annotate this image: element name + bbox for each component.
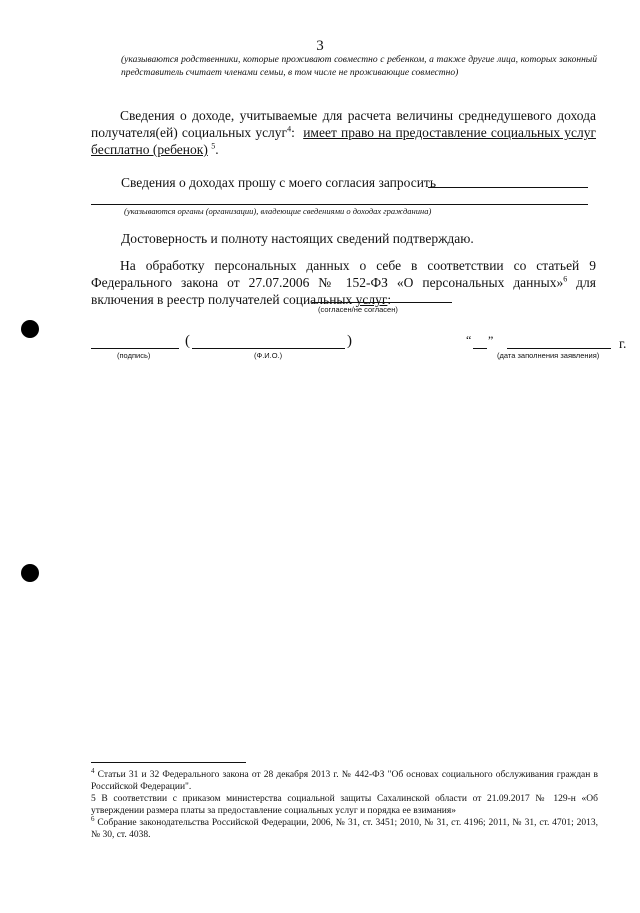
income-text: Сведения о доходе, учитываемые для расчета величины среднедушевого дохода получателя(ей) социальных услуг	[91, 108, 596, 140]
page-number: 3	[316, 38, 324, 54]
year-suffix: г.	[619, 336, 627, 351]
free-services-text: имеет право на предоставление социальных услуг бесплатно (ребенок)	[91, 125, 597, 157]
date-close-quote: ”	[488, 333, 494, 347]
footnote-ref-5: 5	[211, 141, 216, 151]
consent-hint: (согласен/не согласен)	[318, 305, 398, 314]
fio-label: (Ф.И.О.)	[254, 351, 283, 360]
consent-text: На обработку персональных данных о себе в соответствии со статьей 9 Федерального закона от 27.07.2006 № 152-ФЗ «О персональных данных»	[91, 258, 596, 290]
income-colon: :	[291, 125, 295, 140]
consent-paragraph	[91, 257, 596, 308]
consent-field-line[interactable]	[312, 302, 452, 303]
footnote-ref-4: 4	[287, 124, 292, 134]
income-end: .	[215, 142, 219, 157]
footnote-5-text: 5 В соответствии с приказом министерства социальной защиты Сахалинской области от 21.09.2017 № 129-н «Об утверждении размера платы за предоставление социальных услуг и порядка ее взимания»	[91, 794, 598, 816]
services-word: услуг	[355, 292, 388, 307]
footnote-ref-6: 6	[563, 274, 568, 284]
footnote-6	[91, 814, 598, 841]
hole-punch-mark	[21, 320, 39, 338]
day-field[interactable]	[473, 348, 487, 349]
income-request-label: Сведения о доходах прошу с моего согласия запросить	[121, 175, 436, 190]
footnotes	[91, 766, 598, 841]
hole-punch-mark	[21, 564, 39, 582]
income-request-hint: (указываются органы (организации), владеющие сведениями о доходах гражданина)	[124, 206, 432, 216]
income-request-field-line-1[interactable]	[428, 187, 588, 188]
date-label: (дата заполнения заявления)	[497, 351, 600, 360]
signature-label: (подпись)	[117, 351, 151, 360]
footnote-4-text: Статьи 31 и 32 Федерального закона от 28 декабря 2013 г. № 442-ФЗ "Об основах социального обслуживания граждан в Российской Федерации".	[91, 770, 598, 792]
fio-open-paren: (	[185, 333, 190, 349]
footnote-5	[91, 793, 598, 817]
confirmation-text: Достоверность и полноту настоящих сведений подтверждаю.	[121, 231, 474, 246]
consent-colon: :	[387, 292, 392, 307]
relatives-hint: (указываются родственники, которые проживают совместно с ребенком, а также другие лица, которых законный представитель считает членами семьи, в том числе не проживающие совместно)	[121, 55, 597, 78]
signature-field[interactable]	[91, 348, 179, 349]
footnote-6-mark: 6	[91, 814, 95, 823]
fio-close-paren: )	[347, 333, 352, 349]
footnote-6-text: Собрание законодательства Российской Федерации, 2006, № 31, ст. 3451; 2010, № 31, ст. 4196; 2011, № 31, ст. 4701; 2013, № 30, ст. 4038.	[91, 818, 598, 840]
month-year-field[interactable]	[507, 348, 611, 349]
fio-field[interactable]	[192, 348, 345, 349]
consent-text-after: для включения в реестр получателей социальных	[91, 275, 596, 307]
income-request-field-line-2[interactable]	[91, 204, 588, 205]
date-open-quote: “	[466, 333, 472, 347]
income-paragraph	[91, 107, 596, 158]
footnote-4-mark: 4	[91, 766, 95, 775]
footnote-4	[91, 766, 598, 793]
footnote-separator	[91, 762, 246, 763]
